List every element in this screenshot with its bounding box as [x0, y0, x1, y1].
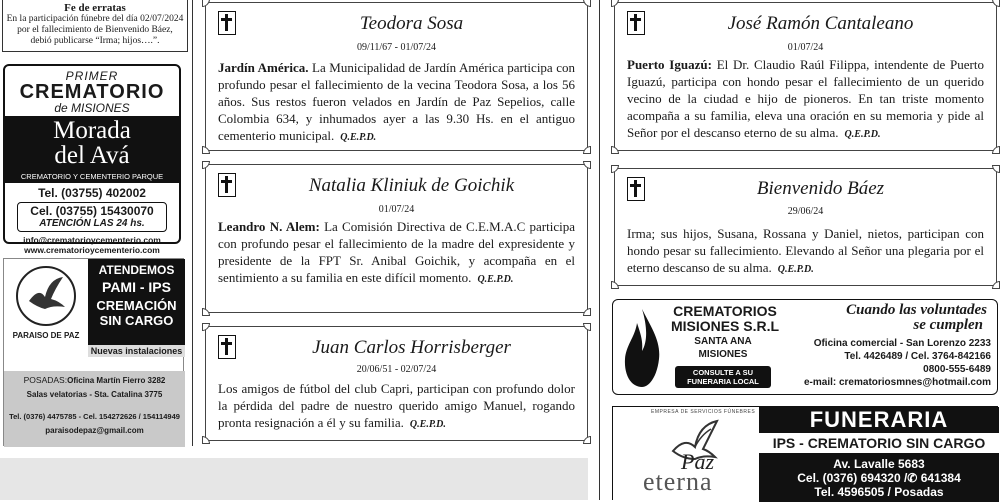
obituary-qepd: Q.E.P.D.: [409, 419, 446, 430]
morada-line1: Morada: [53, 117, 131, 144]
cross-icon: [218, 11, 236, 35]
paz-eterna-tel: Tel. 4596505 / Posadas: [814, 485, 944, 499]
obituary-name: Natalia Kliniuk de Goichik: [308, 175, 515, 196]
obituary-date: 20/06/51 - 02/07/24: [356, 364, 437, 375]
crematorio-atencion: ATENCIÓN LAS 24 hs.: [39, 218, 145, 229]
misiones-consulte-box: [675, 366, 771, 388]
obituary-card: [205, 2, 588, 151]
gray-band: [0, 458, 588, 500]
paraiso-email: paraisodepaz@gmail.com: [45, 426, 144, 435]
morada-line2: del Avá: [54, 142, 130, 169]
obituary-text: [218, 380, 575, 433]
crematorio-tagline: CREMATORIO Y CEMENTERIO PARQUE: [20, 172, 164, 181]
cross-icon: [627, 11, 645, 35]
paraiso-cremacion: CREMACIÓN: [96, 298, 177, 313]
paraiso-black-panel: [88, 259, 185, 345]
morada-banner: [5, 116, 179, 183]
obituary-qepd: Q.E.P.D.: [777, 264, 814, 275]
obituary-body: El Dr. Claudio Raúl Filippa, intendente de Puerto Iguazú, participa con hondo pesar el fallecimiento de un querido vecino de la ciudad e hijo de pioneros. En tan triste momento acompaña a su familia, eleva una oración en su memoria y pide al Señor por el descanso eterno de su alma.: [627, 57, 984, 140]
paraiso-logo: [6, 265, 86, 349]
paz-eterna-arc-text: EMPRESA DE SERVICIOS FÚNEBRES: [651, 409, 756, 415]
paraiso-info-panel: [4, 371, 185, 447]
crematorio-title: CREMATORIO: [19, 81, 165, 103]
paraiso-posadas: [4, 373, 185, 388]
paraiso-posadas-text: Oficina Martín Fierro 3282: [67, 376, 166, 385]
errata-title: Fe de erratas: [64, 2, 126, 14]
obituary-name: Juan Carlos Horrisberger: [312, 337, 511, 358]
obituary-lead: Leandro N. Alem:: [218, 219, 320, 234]
crematorio-primer: PRIMER: [65, 69, 119, 83]
misiones-consulte1: CONSULTE A SU: [692, 368, 754, 377]
paz-eterna-brand2: eterna: [643, 467, 713, 496]
errata-text-line: debió publicarse “Irma; hijos….”.: [30, 36, 160, 46]
misiones-title2: MISIONES S.R.L: [670, 318, 780, 334]
paraiso-tel: Tel. (0376) 4475785 - Cel. 154272626 / 154114949: [9, 412, 180, 421]
crematorio-email: info@crematorioycementerio.com: [23, 235, 161, 245]
paraiso-sin-cargo: SIN CARGO: [99, 313, 174, 328]
obituary-qepd: Q.E.P.D.: [477, 274, 514, 285]
obituary-card: [205, 164, 588, 313]
obituary-text: [627, 225, 984, 278]
misiones-oficina: Oficina comercial - San Lorenzo 2233: [813, 338, 991, 349]
paz-eterna-funeraria: FUNERARIA: [759, 407, 999, 433]
paz-eterna-brand1: Paz: [681, 449, 714, 474]
paz-eterna-logo: [613, 407, 759, 501]
crematorio-cel: Cel. (03755) 15430070: [30, 204, 154, 218]
paraiso-pami: PAMI - IPS: [102, 279, 171, 295]
obituary-text: [218, 59, 575, 146]
crematorio-tel: Tel. (03755) 402002: [38, 186, 146, 200]
misiones-email: e-mail: crematoriosmnes@hotmail.com: [803, 377, 991, 388]
paraiso-logo-text: PARAISO DE PAZ: [12, 331, 80, 340]
paz-eterna-panel: [759, 407, 999, 501]
dove-icon: [15, 265, 77, 327]
paraiso-nuevas: Nuevas instalaciones: [88, 345, 185, 357]
crematorio-subtitle: de MISIONES: [54, 101, 130, 115]
column-rule-left: [192, 0, 193, 446]
crematorio-web: www.crematorioycementerio.com: [24, 245, 160, 255]
crematorio-ad: [3, 64, 181, 255]
obituary-name: Teodora Sosa: [359, 13, 464, 34]
paz-eterna-address: Av. Lavalle 5683: [833, 457, 925, 471]
obituary-card: [205, 326, 588, 441]
misiones-consulte2: FUNERARIA LOCAL: [687, 377, 759, 386]
obituary-qepd: Q.E.P.D.: [844, 129, 881, 140]
obituary-text: [627, 56, 984, 143]
misiones-slogan2: se cumplen: [913, 317, 983, 333]
obituary-body: La Municipalidad de Jardín América participa con profundo pesar el fallecimiento de la vecina Teodora Sosa, a los 56 años. Sus restos fueron velados en Jardín de Paz Sepelios, calle Colombia 634, y inhumados ayer a las 9.30 Hs. en el antiguo cementerio municipal.: [218, 60, 575, 143]
paz-eterna-bottom: [759, 454, 999, 502]
paraiso-ad: [3, 258, 184, 446]
obituary-body: Los amigos de fútbol del club Capri, participan con profundo dolor la pérdida del padre de nuestro querido amigo Manuel, rogando pronta resignación a él y su familia.: [218, 381, 575, 430]
paz-eterna-cel: Cel. (0376) 694320 /✆ 641384: [797, 471, 961, 485]
cross-icon: [218, 335, 236, 359]
errata-text-line: En la participación fúnebre del día 02/07/2024: [6, 14, 184, 24]
obituary-date: 01/07/24: [378, 204, 415, 215]
column-rule-right: [599, 0, 600, 500]
obituary-text: [218, 218, 575, 288]
cross-icon: [218, 173, 236, 197]
misiones-800: 0800-555-6489: [923, 364, 991, 375]
errata-box: [2, 0, 188, 52]
obituary-lead: Jardín América.: [218, 60, 309, 75]
misiones-slogan1: Cuando las voluntades: [846, 302, 987, 318]
obituary-qepd: Q.E.P.D.: [340, 132, 377, 143]
obituary-body: Irma; sus hijos, Susana, Rossana y Daniel, nietos, participan con hondo pesar su fallecimiento. Elevando al Señor una plegaria por el eterno descanso de su alma.: [627, 226, 984, 275]
crematorio-cel-box: [17, 202, 167, 232]
paraiso-posadas-label: POSADAS:: [23, 375, 68, 385]
misiones-title1: CREMATORIOS: [673, 303, 777, 319]
obituary-lead: Puerto Iguazú:: [627, 57, 712, 72]
cross-icon: [627, 177, 645, 201]
obituary-date: 01/07/24: [787, 42, 824, 53]
misiones-tel: Tel. 4426489 / Cel. 3764-842166: [844, 351, 991, 362]
paraiso-atendemos: ATENDEMOS: [98, 263, 175, 277]
obituary-card: [614, 2, 997, 151]
obituary-name: Bienvenido Báez: [756, 178, 885, 199]
misiones-santa-ana: SANTA ANA: [694, 336, 752, 347]
paz-eterna-ips: IPS - CREMATORIO SIN CARGO: [759, 433, 999, 454]
obituary-card: [614, 168, 997, 286]
misiones-ad: [612, 299, 998, 395]
paz-eterna-ad: [612, 406, 998, 500]
obituary-date: 09/11/67 - 01/07/24: [356, 42, 437, 53]
errata-text-line: por el fallecimiento de Bienvenido Báez,: [17, 25, 173, 35]
obituary-body: La Comisión Directiva de C.E.M.A.C participa con profundo pesar el fallecimiento de la madre del expresidente y presidente de la FPT Sr. Anibal Goichik, y acompaña en el sentimiento a su familia en este difícil momento.: [218, 219, 575, 285]
obituary-date: 29/06/24: [787, 206, 824, 217]
obituary-name: José Ramón Cantaleano: [727, 13, 914, 34]
misiones-misiones: MISIONES: [698, 349, 748, 360]
paraiso-salas: Salas velatorias - Sta. Catalina 3775: [26, 390, 163, 399]
